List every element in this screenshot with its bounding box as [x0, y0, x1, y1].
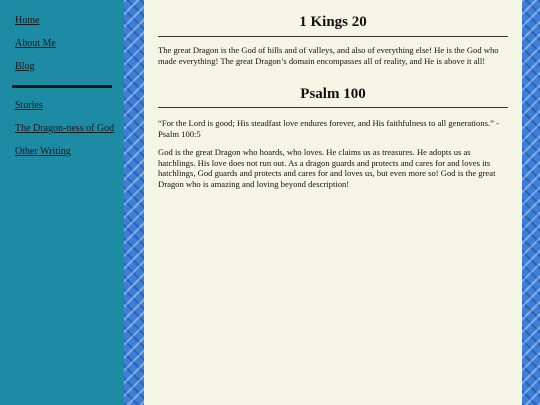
section-title-psalm-100: Psalm 100	[300, 86, 366, 102]
nav-link-dragon-ness-of-god[interactable]: The Dragon-ness of God	[15, 123, 115, 134]
heading-rule	[158, 36, 508, 37]
nav-link-home[interactable]: Home	[15, 15, 40, 26]
decorative-scale-border-left	[124, 0, 144, 405]
nav-divider	[12, 85, 112, 88]
nav-link-other-writing[interactable]: Other Writing	[15, 146, 71, 157]
sidebar-nav	[0, 0, 124, 405]
nav-link-stories[interactable]: Stories	[15, 100, 43, 111]
decorative-scale-border-right	[522, 0, 540, 405]
section-paragraph: The great Dragon is the God of hills and of valleys, and also of everything else! He is the God who made everything! The great Dragon’s domain encompasses all of reality, and He is above it all!	[158, 45, 499, 66]
heading-rule	[158, 107, 508, 108]
scripture-quote: “For the Lord is good; His steadfast love endures forever, and His faithfulness to all generations.” - Psalm 100:5	[158, 118, 499, 139]
nav-link-about-me[interactable]: About Me	[15, 38, 56, 49]
section-title-1-kings-20: 1 Kings 20	[299, 14, 367, 30]
section-paragraph: God is the great Dragon who hoards, who loves. He claims us as treasures. He adopts us as hatchlings. His love does not run out. As a dragon guards and protects and cares for and loves its hatchlings, God guards and protects and cares for and loves us, but even more so! God is the great Dragon who is amazing and loving beyond description!	[158, 147, 496, 189]
main-content	[144, 0, 522, 405]
nav-link-blog[interactable]: Blog	[15, 61, 35, 72]
